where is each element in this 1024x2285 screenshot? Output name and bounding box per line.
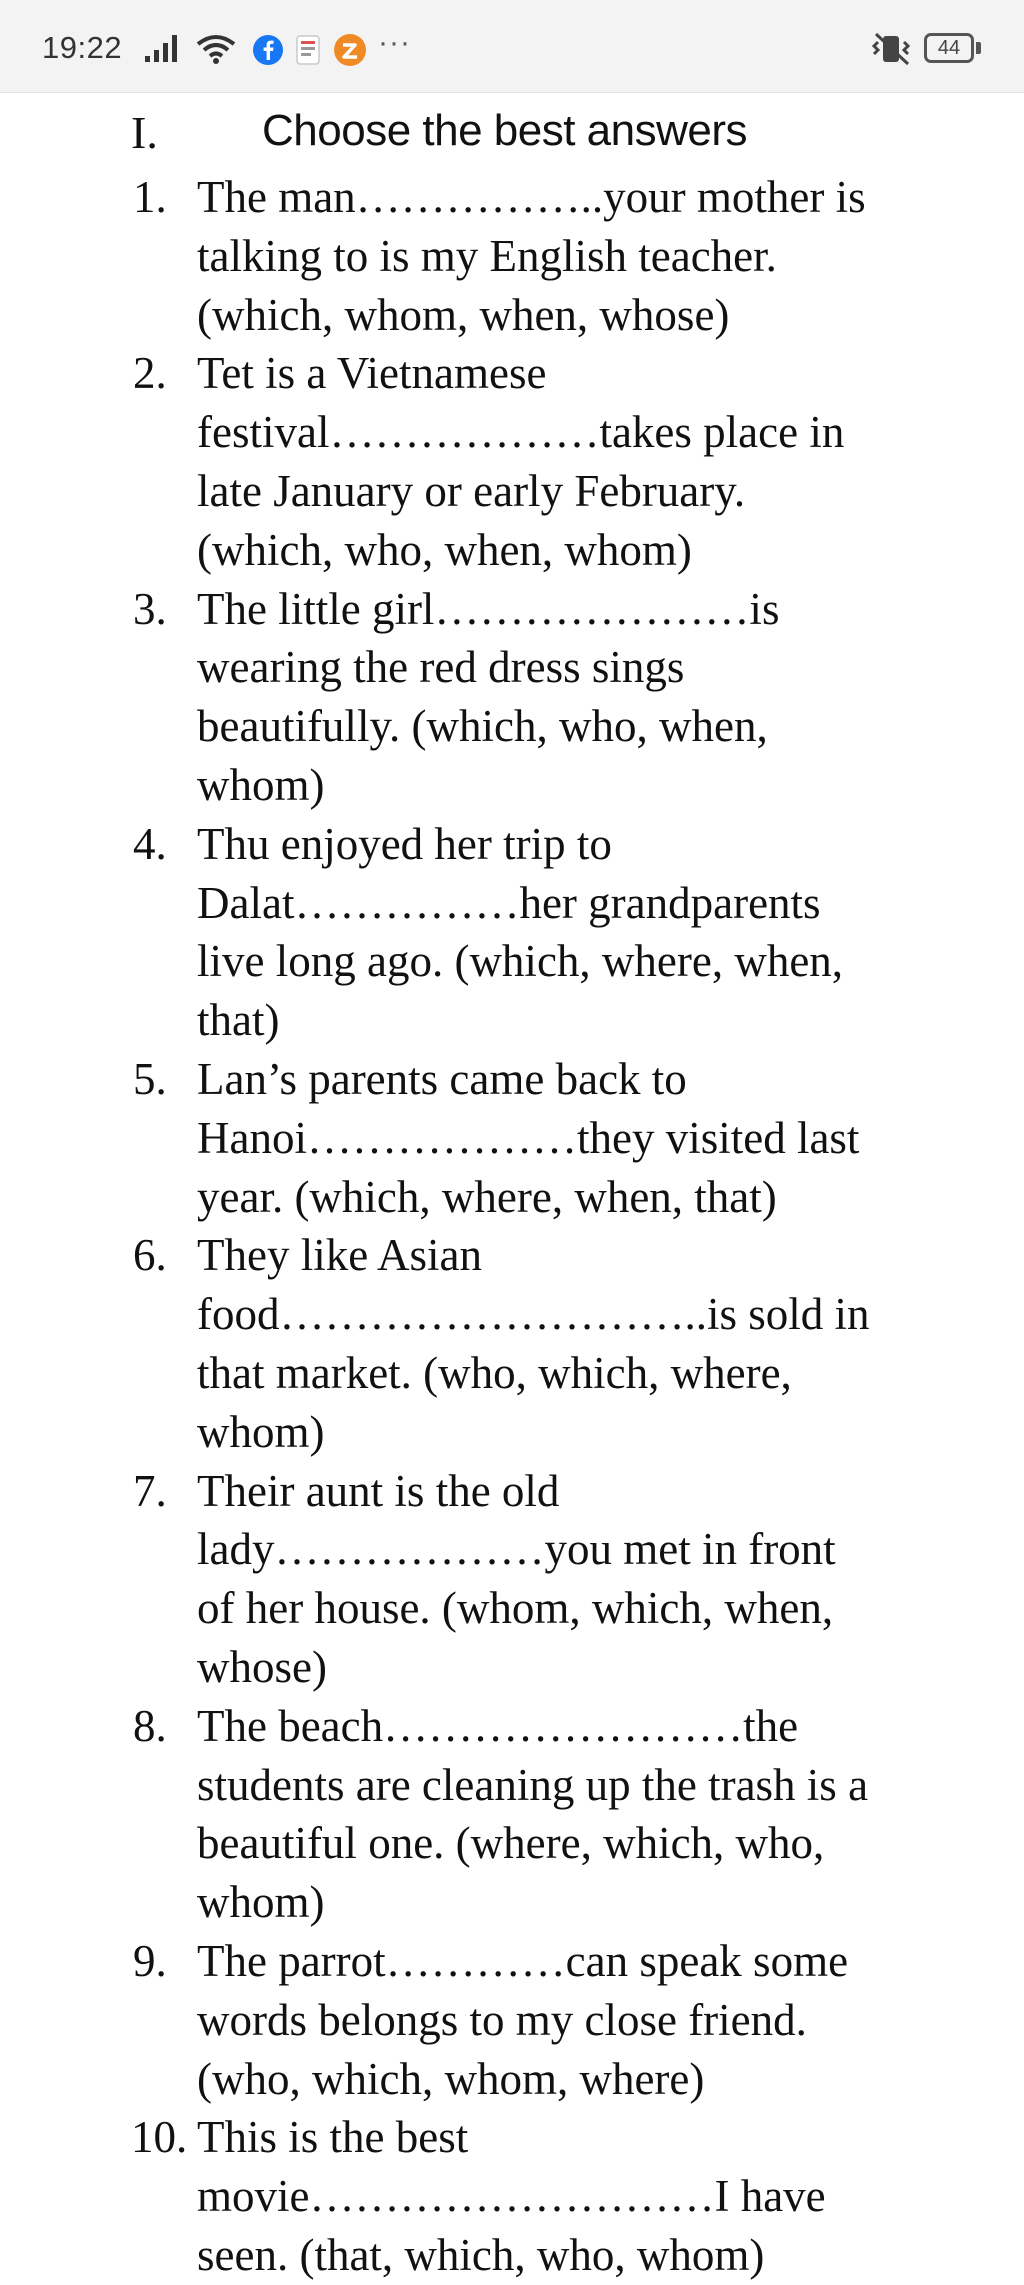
question-line: lady………………you met in front [197,1524,836,1575]
vibrate-icon [868,30,914,68]
question-line: late January or early February. [197,465,746,516]
question-line: seen. (that, which, who, whom) [197,2229,765,2280]
question-4 [0,815,1024,1050]
facebook-icon [252,34,284,66]
question-number: 7. [133,1465,167,1516]
question-10 [0,2108,1024,2284]
wifi-icon [195,32,237,66]
question-number: 9. [133,1935,167,1986]
question-line: Thu enjoyed her trip to [197,818,612,869]
question-line: The man……………..your mother is [197,172,866,222]
question-line: movie………………………I have [197,2171,826,2222]
status-time: 19:22 [42,30,123,65]
question-line: The little girl…………………is [197,583,780,634]
question-5 [0,1050,1024,1226]
question-number: 4. [133,818,167,869]
question-number: 2. [133,348,167,399]
signal-icon [143,32,183,64]
question-line: students are cleaning up the trash is a [197,1759,869,1810]
question-number: 1. [133,172,167,222]
question-number: 6. [133,1230,167,1281]
question-9 [0,1932,1024,2108]
app-icon-2 [333,33,367,67]
question-line: Hanoi………………they visited last [197,1112,860,1163]
question-line: whom) [197,1877,325,1928]
question-line: Lan’s parents came back to [197,1053,687,1104]
question-line: (which, whom, when, whose) [197,289,730,340]
question-line: wearing the red dress sings [197,642,685,693]
question-line: whom) [197,1406,325,1457]
worksheet [0,92,1024,2285]
question-8 [0,1697,1024,1932]
question-line: food………………………..is sold in [197,1289,870,1340]
section-numeral: I. [131,107,158,158]
question-line: This is the best [197,2112,469,2163]
question-number: 5. [133,1053,167,1104]
more-notifications-icon: ··· [378,26,411,59]
question-line: that market. (who, which, where, [197,1347,792,1398]
question-line: The beach……………………the [197,1700,799,1751]
question-7 [0,1462,1024,1697]
question-list [0,168,1024,2285]
question-line: whose) [197,1641,327,1692]
battery-nub [976,42,981,54]
battery-icon: 44 [924,33,974,63]
question-number: 8. [133,1700,167,1751]
question-line: year. (which, where, when, that) [197,1171,777,1222]
section-title: Choose the best answers [262,106,748,155]
question-line: talking to is my English teacher. [197,230,777,281]
question-line: (which, who, when, whom) [197,524,692,575]
question-line: Tet is a Vietnamese [197,348,547,399]
question-line: The parrot…………can speak some [197,1935,849,1986]
question-line: of her house. (whom, which, when, [197,1583,834,1634]
question-3 [0,580,1024,815]
question-number: 3. [133,583,167,634]
question-line: whom) [197,759,325,810]
app-icon [296,35,320,65]
question-line: that) [197,995,280,1046]
question-line: beautifully. (which, who, when, [197,701,768,752]
question-line: Dalat……………her grandparents [197,877,821,928]
question-line: words belongs to my close friend. [197,1994,807,2045]
question-6 [0,1226,1024,1461]
question-line: live long ago. (which, where, when, [197,936,844,987]
question-2 [0,344,1024,579]
question-line: (who, which, whom, where) [197,2053,705,2104]
question-line: Their aunt is the old [197,1465,560,1516]
question-number: 10. [131,2112,188,2163]
status-bar [0,0,1024,93]
question-line: They like Asian [197,1230,482,1281]
question-line: beautiful one. (where, which, who, [197,1818,825,1869]
section-heading [0,92,1024,168]
question-line: festival………………takes place in [197,407,845,458]
question-1 [0,168,1024,344]
